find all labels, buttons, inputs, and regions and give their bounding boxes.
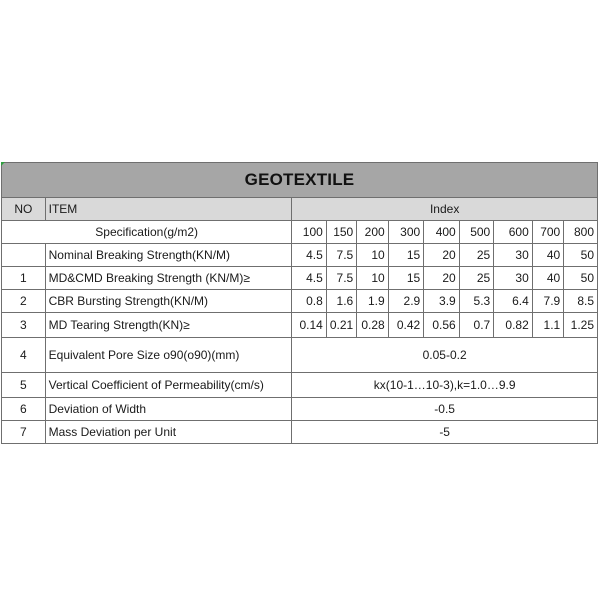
merged-row [2,373,598,398]
spec-cell: 300 [388,221,424,244]
nominal-no-cell [2,244,46,267]
row-number: 4 [2,338,46,373]
row-number: 6 [2,398,46,421]
table-cell: 10 [357,267,388,290]
spec-cell: 400 [424,221,460,244]
table-cell: 0.21 [326,313,356,338]
table-cell: 1.6 [326,290,356,313]
spec-cell: 500 [459,221,494,244]
row-label: Vertical Coefficient of Permeability(cm/s) [45,373,292,398]
nominal-cell: 10 [357,244,388,267]
table-cell: 30 [494,267,533,290]
nominal-cell: 15 [388,244,424,267]
table-cell: 4.5 [292,267,327,290]
table-cell: 2.9 [388,290,424,313]
nominal-cell: 25 [459,244,494,267]
row-number: 1 [2,267,46,290]
table-cell: 0.14 [292,313,327,338]
row-label: CBR Bursting Strength(KN/M) [45,290,292,313]
row-number: 3 [2,313,46,338]
row-number: 2 [2,290,46,313]
merged-row [2,338,598,373]
merged-row [2,398,598,421]
row-label: MD Tearing Strength(KN)≥ [45,313,292,338]
nominal-cell: 4.5 [292,244,327,267]
row-label: Equivalent Pore Size o90(o90)(mm) [45,338,292,373]
table-cell: 7.5 [326,267,356,290]
spec-label: Specification(g/m2) [2,221,292,244]
table-cell: 0.82 [494,313,533,338]
row-label: Deviation of Width [45,398,292,421]
row-number: 7 [2,421,46,444]
geotextile-spec-table [1,162,598,444]
merged-value: -5 [292,421,598,444]
table-cell: 1.1 [532,313,563,338]
row-label: Mass Deviation per Unit [45,421,292,444]
table-cell: 20 [424,267,460,290]
table-cell: 15 [388,267,424,290]
table-cell: 5.3 [459,290,494,313]
header-row [2,198,598,221]
spec-cell: 150 [326,221,356,244]
table-cell: 8.5 [564,290,598,313]
header-item: ITEM [45,198,292,221]
table-row [2,313,598,338]
nominal-cell: 40 [532,244,563,267]
table-cell: 1.25 [564,313,598,338]
nominal-cell: 7.5 [326,244,356,267]
table-title: GEOTEXTILE [2,163,598,198]
table-cell: 0.28 [357,313,388,338]
spec-cell: 100 [292,221,327,244]
nominal-label: Nominal Breaking Strength(KN/M) [45,244,292,267]
row-number: 5 [2,373,46,398]
nominal-cell: 30 [494,244,533,267]
spec-cell: 600 [494,221,533,244]
header-no: NO [2,198,46,221]
spec-row [2,221,598,244]
nominal-cell: 50 [564,244,598,267]
merged-row [2,421,598,444]
cell-comment-marker [1,162,5,166]
table-cell: 7.9 [532,290,563,313]
table-cell: 0.42 [388,313,424,338]
spreadsheet-grid [1,162,598,444]
table-cell: 0.8 [292,290,327,313]
table-cell: 3.9 [424,290,460,313]
spec-cell: 800 [564,221,598,244]
header-index: Index [292,198,598,221]
table-cell: 25 [459,267,494,290]
table-cell: 40 [532,267,563,290]
spec-cell: 700 [532,221,563,244]
table-row [2,290,598,313]
table-cell: 6.4 [494,290,533,313]
table-row [2,267,598,290]
nominal-cell: 20 [424,244,460,267]
title-row [2,163,598,198]
spec-cell: 200 [357,221,388,244]
merged-value: -0.5 [292,398,598,421]
nominal-row [2,244,598,267]
table-cell: 0.56 [424,313,460,338]
table-cell: 1.9 [357,290,388,313]
table-cell: 50 [564,267,598,290]
merged-value: 0.05-0.2 [292,338,598,373]
table-cell: 0.7 [459,313,494,338]
row-label: MD&CMD Breaking Strength (KN/M)≥ [45,267,292,290]
merged-value: kx(10-1…10-3),k=1.0…9.9 [292,373,598,398]
